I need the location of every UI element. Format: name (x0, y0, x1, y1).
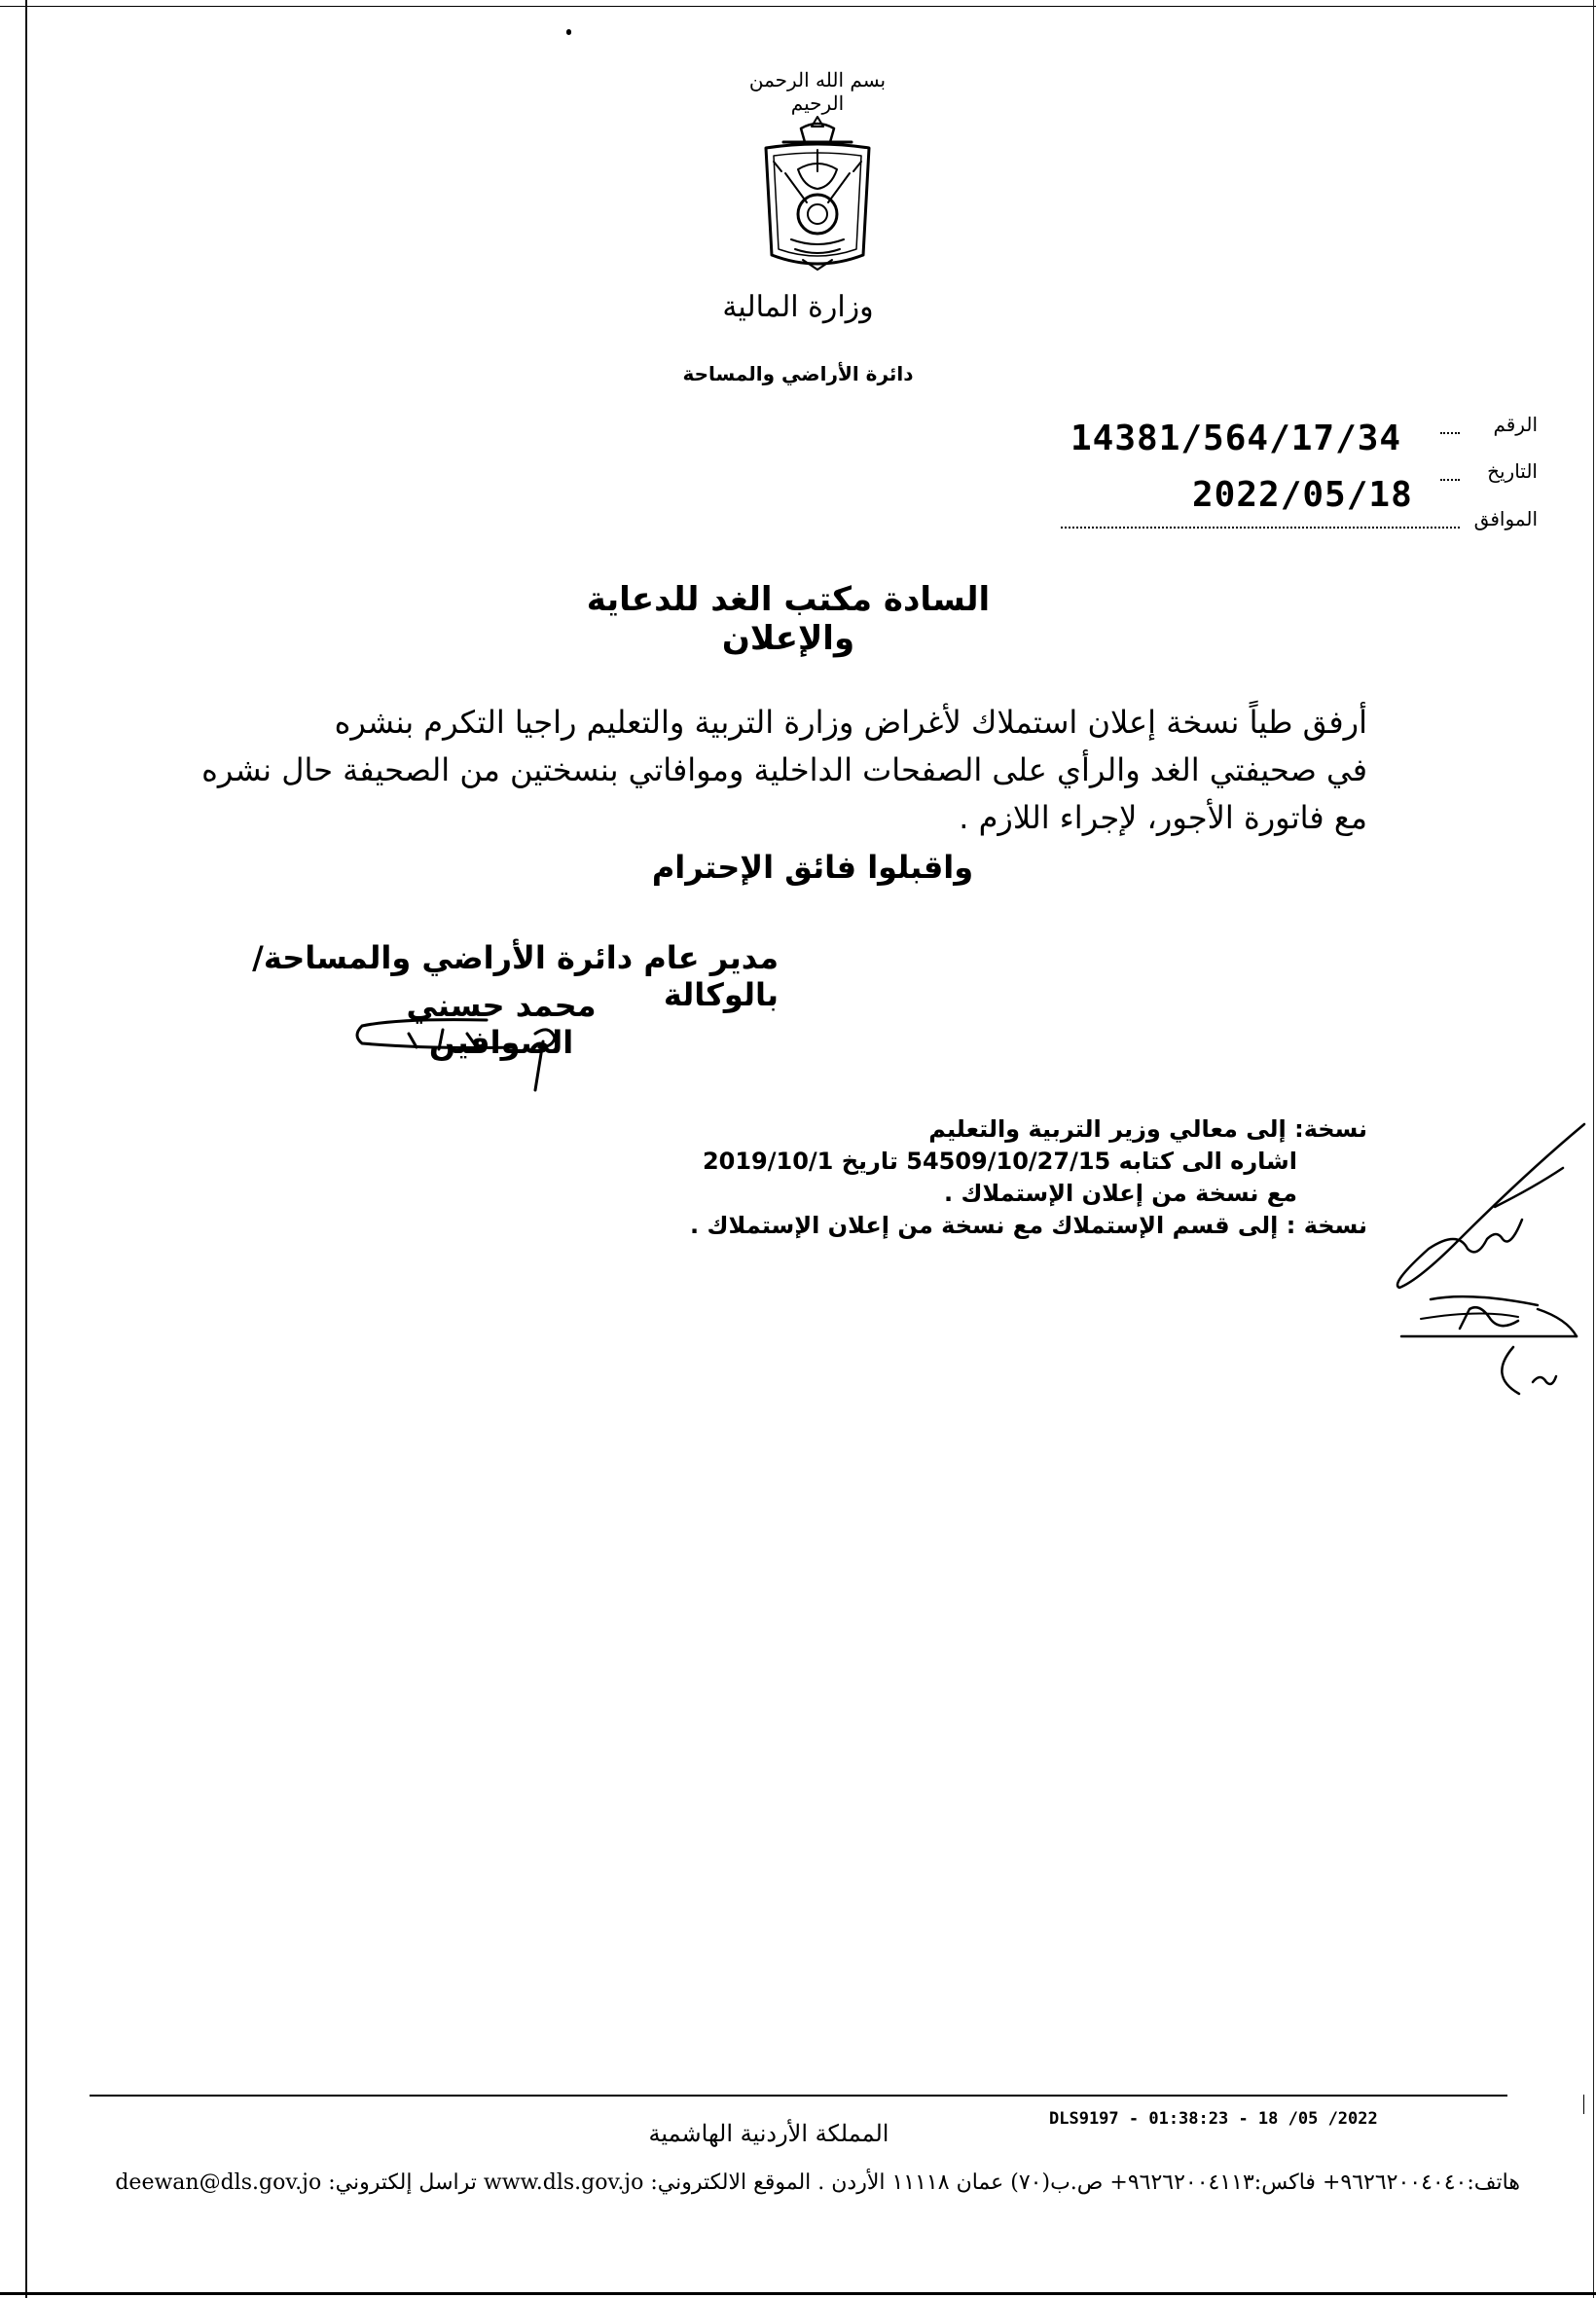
letter-body-line: مع فاتورة الأجور، لإجراء اللازم . (959, 799, 1367, 836)
reference-corresponding-row (1061, 507, 1538, 532)
copy-line: مع نسخة من إعلان الإستملاك . (943, 1180, 1297, 1207)
dotted-leader (1440, 432, 1460, 434)
scan-edge-left (25, 0, 27, 2298)
coat-of-arms-icon (744, 109, 890, 279)
ministry-name: وزارة المالية (722, 290, 874, 324)
scan-edge-bottom (0, 2292, 1596, 2295)
document-stamp-code: DLS9197 - 01:38:23 - 18 /05 /2022 (1049, 2109, 1378, 2129)
copies-block (681, 1113, 1367, 1242)
signatory-title: مدير عام دائرة الأراضي والمساحة/بالوكالة (252, 939, 779, 1013)
copy-line: نسخة: إلى معالي وزير التربية والتعليم (928, 1115, 1367, 1143)
marginal-mark (1494, 1343, 1567, 1397)
dotted-leader (1061, 527, 1460, 529)
reference-corresponding-label: الموافق (1473, 507, 1538, 530)
footer-divider-tick (1583, 2095, 1584, 2114)
letter-body-line: في صحيفتي الغد والرأي على الصفحات الداخلية وموافاتي بنسختين من الصحيفة حال نشره (201, 751, 1367, 788)
addressee: السادة مكتب الغد للدعاية والإعلان (586, 580, 991, 658)
footer-divider (90, 2095, 1507, 2097)
scan-edge-right (1593, 0, 1594, 2298)
reference-date-label: التاريخ (1487, 459, 1538, 483)
marginal-signature (1380, 1119, 1592, 1295)
reference-date: 2022/05/18 (1192, 475, 1413, 515)
contact-info: هاتف:٩٦٢٦٢٠٠٤٠٤٠+ فاكس:٩٦٢٦٢٠٠٤١١٣+ ص.ب(٧٠) عمان ١١١١٨ الأردن . الموقع الالكتروني: www.dls.gov.jo تراسل إلكتروني: deewan@dls.gov.jo (115, 2170, 1520, 2195)
scan-speck (566, 29, 571, 35)
scan-edge-top (0, 6, 1596, 7)
letter-body-line: أرفق طياً نسخة إعلان استملاك لأغراض وزارة التربية والتعليم راجيا التكرم بنشره (334, 704, 1367, 741)
reference-number: 14381/564/17/34 (1070, 419, 1402, 458)
copy-line: اشاره الى كتابه 54509/10/27/15 تاريخ 2019/10/1 (702, 1148, 1297, 1175)
basmala: بسم الله الرحمن الرحيم (748, 68, 887, 115)
reference-number-label: الرقم (1493, 413, 1538, 436)
kingdom-name: المملكة الأردنية الهاشمية (648, 2120, 889, 2147)
copy-line: نسخة : إلى قسم الإستملاك مع نسخة من إعلان الإستملاك . (690, 1212, 1367, 1239)
signatory-name: محمد حسني الصوافين (406, 987, 597, 1061)
dotted-leader (1440, 479, 1460, 481)
letter-body (200, 699, 1367, 842)
handwritten-signature (350, 1012, 584, 1100)
department-name: دائرة الأراضي والمساحة (682, 362, 914, 385)
closing-salutation: واقبلوا فائق الإحترام (651, 849, 974, 886)
